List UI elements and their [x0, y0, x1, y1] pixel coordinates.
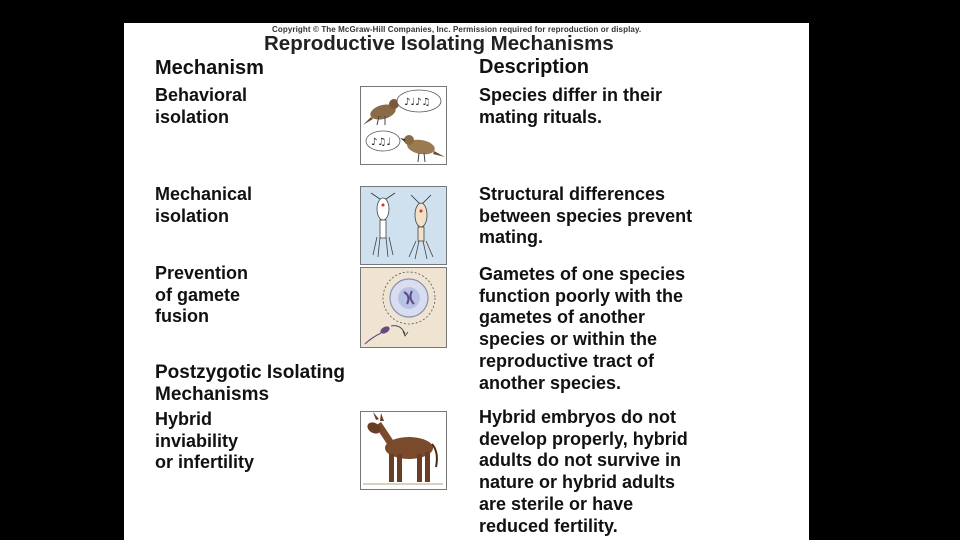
postzygotic-header-line: Postzygotic Isolating	[155, 362, 346, 383]
description-line: are sterile or have	[479, 493, 634, 514]
copyright-notice: Copyright © The McGraw-Hill Companies, Inc. Permission required for reproduction or display.	[272, 25, 642, 34]
description-line: mating rituals.	[479, 106, 603, 127]
description-line: function poorly with the	[479, 285, 683, 306]
description-mechanical	[479, 184, 692, 249]
description-line: Species differ in their	[479, 85, 663, 105]
mechanism-line: Behavioral	[155, 85, 248, 105]
description-line: Structural differences	[479, 184, 666, 204]
description-line: Gametes of one species	[479, 264, 686, 284]
mechanism-behavioral	[155, 85, 247, 128]
mechanism-line: Prevention	[155, 263, 249, 283]
mechanism-line: isolation	[155, 106, 230, 127]
description-line: species or within the	[479, 329, 658, 350]
birds-singing-illustration	[360, 86, 447, 165]
insects-structure-illustration	[360, 186, 447, 265]
description-hybrid	[479, 407, 688, 537]
svg-text:♪♫♩: ♪♫♩	[371, 137, 392, 148]
mechanism-mechanical	[155, 184, 252, 227]
mechanism-line: or infertility	[155, 452, 255, 472]
description-behavioral	[479, 85, 662, 128]
sperm-egg-illustration	[360, 267, 447, 348]
mechanism-line: isolation	[155, 205, 230, 226]
description-line: another species.	[479, 372, 622, 393]
mechanism-line: of gamete	[155, 284, 241, 305]
postzygotic-section-header	[155, 362, 345, 405]
description-line: reproductive tract of	[479, 350, 655, 371]
slide	[124, 23, 809, 540]
mechanism-hybrid	[155, 409, 254, 474]
slide-title: Reproductive Isolating Mechanisms	[264, 32, 614, 55]
description-line: develop properly, hybrid	[479, 428, 688, 449]
mechanism-line: Hybrid	[155, 409, 213, 429]
mechanism-gamete-fusion	[155, 263, 248, 328]
postzygotic-header-line: Mechanisms	[155, 383, 270, 405]
description-line: Hybrid embryos do not	[479, 407, 677, 427]
mechanism-line: Mechanical	[155, 184, 253, 204]
description-line: reduced fertility.	[479, 515, 618, 536]
description-line: adults do not survive in	[479, 450, 682, 471]
description-line: gametes of another	[479, 307, 646, 328]
description-column-header: Description	[479, 56, 590, 78]
mechanism-column-header: Mechanism	[155, 57, 264, 79]
svg-text:♪♩♪♫: ♪♩♪♫	[404, 97, 431, 108]
mechanism-line: inviability	[155, 430, 239, 451]
description-line: nature or hybrid adults	[479, 472, 676, 493]
description-gamete-fusion	[479, 264, 685, 394]
description-line: mating.	[479, 227, 544, 248]
mule-illustration	[360, 411, 447, 490]
mechanism-line: fusion	[155, 306, 209, 326]
description-line: between species prevent	[479, 205, 693, 226]
